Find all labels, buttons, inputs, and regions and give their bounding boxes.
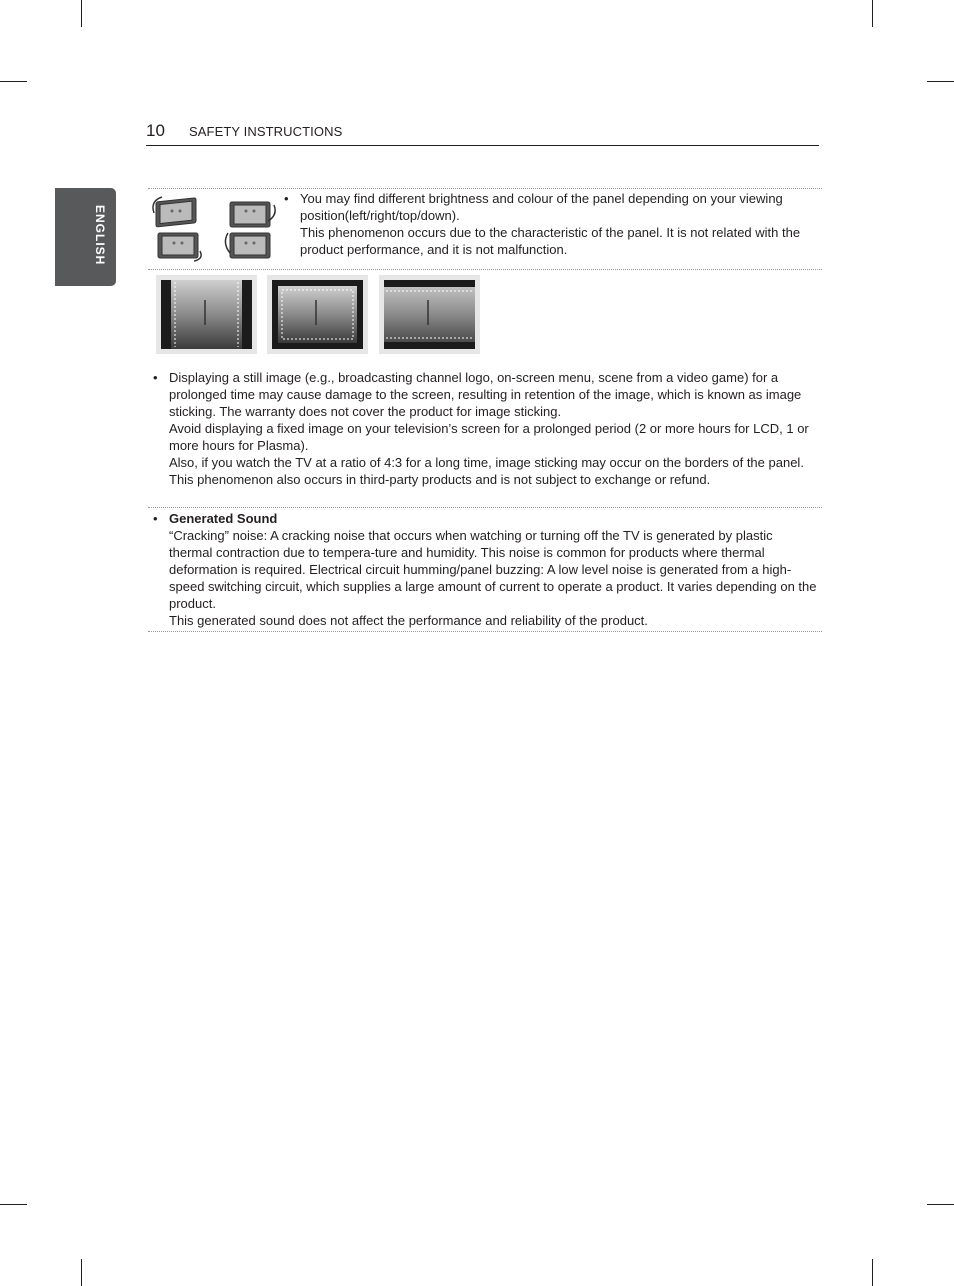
page-header <box>146 118 819 146</box>
divider <box>148 631 822 632</box>
tv-viewing-angle-icon <box>150 193 278 263</box>
image-sticking-vertical-bars <box>156 275 257 354</box>
divider <box>148 269 822 270</box>
image-sticking-note <box>169 369 817 488</box>
crop-mark <box>872 0 873 27</box>
paragraph: Avoid displaying a fixed image on your television’s screen for a prolonged period (2 or more hours for LCD, 1 or more hours for Plasma). <box>169 421 809 453</box>
paragraph: Displaying a still image (e.g., broadcasting channel logo, on-screen menu, scene from a video game) for a prolonged time may cause damage to the screen, resulting in retention of the image, which is known as image sticking. The warranty does not cover the product for image sticking. <box>169 370 802 419</box>
language-label: ENGLISH <box>93 205 107 266</box>
divider <box>148 188 822 189</box>
image-sticking-letterbox <box>379 275 480 354</box>
crop-mark <box>0 81 27 82</box>
viewing-angle-note <box>300 190 815 258</box>
crop-mark <box>872 1259 873 1286</box>
bullet: • <box>153 511 158 526</box>
generated-sound-note <box>169 510 817 629</box>
crop-mark <box>927 1204 954 1205</box>
paragraph: Also, if you watch the TV at a ratio of 4:3 for a long time, image sticking may occur on the borders of the panel. <box>169 455 804 470</box>
paragraph: This phenomenon also occurs in third-party products and is not subject to exchange or refund. <box>169 472 711 487</box>
crop-mark <box>927 81 954 82</box>
paragraph: “Cracking” noise: A cracking noise that occurs when watching or turning off the TV is generated by plastic thermal contraction due to tempera-ture and humidity. This noise is common for products where thermal deformation is required. Electrical circuit humming/panel buzzing: A low level noise is generated from a high-speed switching circuit, which supplies a large amount of current to operate a product. It varies depending on the product. <box>169 528 817 611</box>
bullet: • <box>284 191 289 206</box>
paragraph: This phenomenon occurs due to the characteristic of the panel. It is not related with the product performance, and it is not malfunction. <box>300 225 801 257</box>
crop-mark <box>0 1204 27 1205</box>
paragraph: You may find different brightness and colour of the panel depending on your viewing position(left/right/top/down). <box>300 191 783 223</box>
crop-mark <box>81 1259 82 1286</box>
page-number: 10 <box>146 121 165 140</box>
divider <box>148 507 822 508</box>
paragraph: This generated sound does not affect the performance and reliability of the product. <box>169 613 648 628</box>
bullet: • <box>153 370 158 385</box>
crop-mark <box>81 0 82 27</box>
image-sticking-frame <box>267 275 368 354</box>
subheading: Generated Sound <box>169 511 278 526</box>
section-title: SAFETY INSTRUCTIONS <box>189 124 343 139</box>
